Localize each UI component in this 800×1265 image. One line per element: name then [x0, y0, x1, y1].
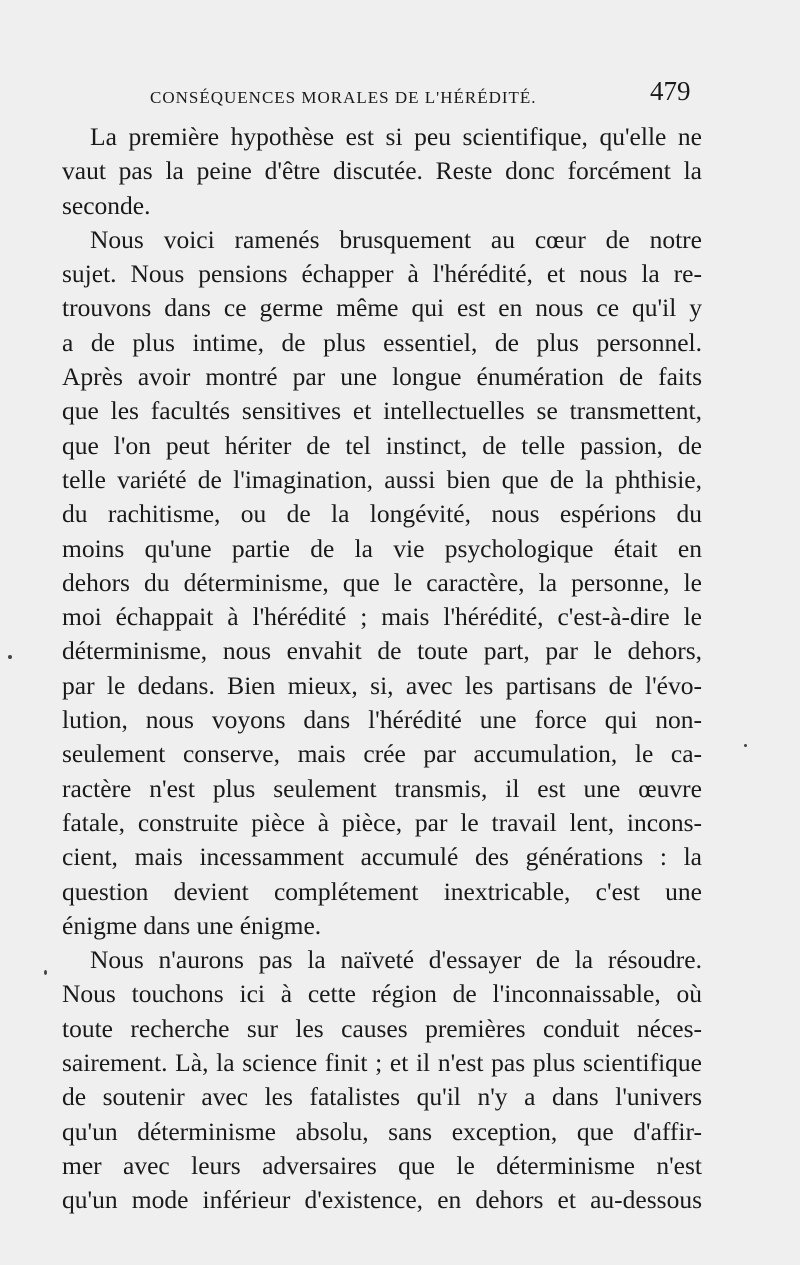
text-line: question devient complétement inextricable, c'est une — [62, 876, 702, 906]
text-line: du rachitisme, ou de la longévité, nous espérions du — [62, 499, 702, 529]
running-title: CONSÉQUENCES MORALES DE L'HÉRÉDITÉ. — [150, 88, 537, 107]
text-line: qu'un mode inférieur d'existence, en dehors et au-dessous — [62, 1185, 702, 1215]
text-line: moi échappait à l'hérédité ; mais l'hérédité, c'est-à-dire le — [62, 602, 702, 632]
text-line: de soutenir avec les fatalistes qu'il n'y a dans l'univers — [62, 1082, 702, 1112]
text-line: toute recherche sur les causes premières conduit néces- — [62, 1013, 702, 1043]
text-line: lution, nous voyons dans l'hérédité une force qui non- — [62, 705, 702, 735]
text-line: mer avec leurs adversaires que le déterminisme n'est — [62, 1150, 702, 1180]
text-line: énigme dans une énigme. — [62, 910, 322, 940]
text-line: Nous n'aurons pas la naïveté d'essayer de la résoudre. — [90, 945, 702, 975]
paragraph — [62, 120, 702, 223]
text-line: qu'un déterminisme absolu, sans exception, que d'affir- — [62, 1116, 702, 1146]
print-speck — [8, 655, 12, 659]
text-line: fatale, construite pièce à pièce, par le travail lent, incons- — [62, 807, 702, 837]
text-line: dehors du déterminisme, que le caractère, la personne, le — [62, 567, 702, 597]
print-speck — [44, 970, 47, 975]
text-line: moins qu'une partie de la vie psychologique était en — [62, 533, 702, 563]
text-line: Nous voici ramenés brusquement au cœur de notre — [90, 224, 702, 254]
text-line: Après avoir montré par une longue énumération de faits — [62, 362, 702, 392]
text-line: Nous touchons ici à cette région de l'inconnaissable, où — [62, 979, 702, 1009]
text-line: a de plus intime, de plus essentiel, de plus personnel. — [62, 327, 702, 357]
body-text — [62, 120, 702, 1218]
running-head — [58, 76, 718, 114]
page-number: 479 — [650, 76, 691, 106]
text-line: ractère n'est plus seulement transmis, il est une œuvre — [62, 773, 702, 803]
text-line: que l'on peut hériter de tel instinct, de telle passion, de — [62, 430, 702, 460]
paragraph — [62, 223, 702, 943]
text-line: telle variété de l'imagination, aussi bien que de la phthisie, — [62, 464, 702, 494]
text-line: cient, mais incessamment accumulé des générations : la — [62, 842, 702, 872]
text-line: seulement conserve, mais crée par accumulation, le ca- — [62, 739, 702, 769]
text-line: sujet. Nous pensions échapper à l'hérédité, et nous la re- — [62, 259, 702, 289]
text-line: par le dedans. Bien mieux, si, avec les partisans de l'évo- — [62, 670, 702, 700]
print-speck — [744, 744, 747, 747]
text-line: sairement. Là, la science finit ; et il n'est pas plus scientifique — [62, 1048, 702, 1078]
text-line: déterminisme, nous envahit de toute part, par le dehors, — [62, 636, 702, 666]
text-line: que les facultés sensitives et intellectuelles se transmettent, — [62, 396, 702, 426]
text-line: seconde. — [62, 190, 151, 220]
paragraph — [62, 943, 702, 1217]
text-line: vaut pas la peine d'être discutée. Reste donc forcément la — [62, 156, 702, 186]
text-line: trouvons dans ce germe même qui est en nous ce qu'il y — [62, 293, 702, 323]
text-line: La première hypothèse est si peu scientifique, qu'elle ne — [90, 122, 702, 151]
